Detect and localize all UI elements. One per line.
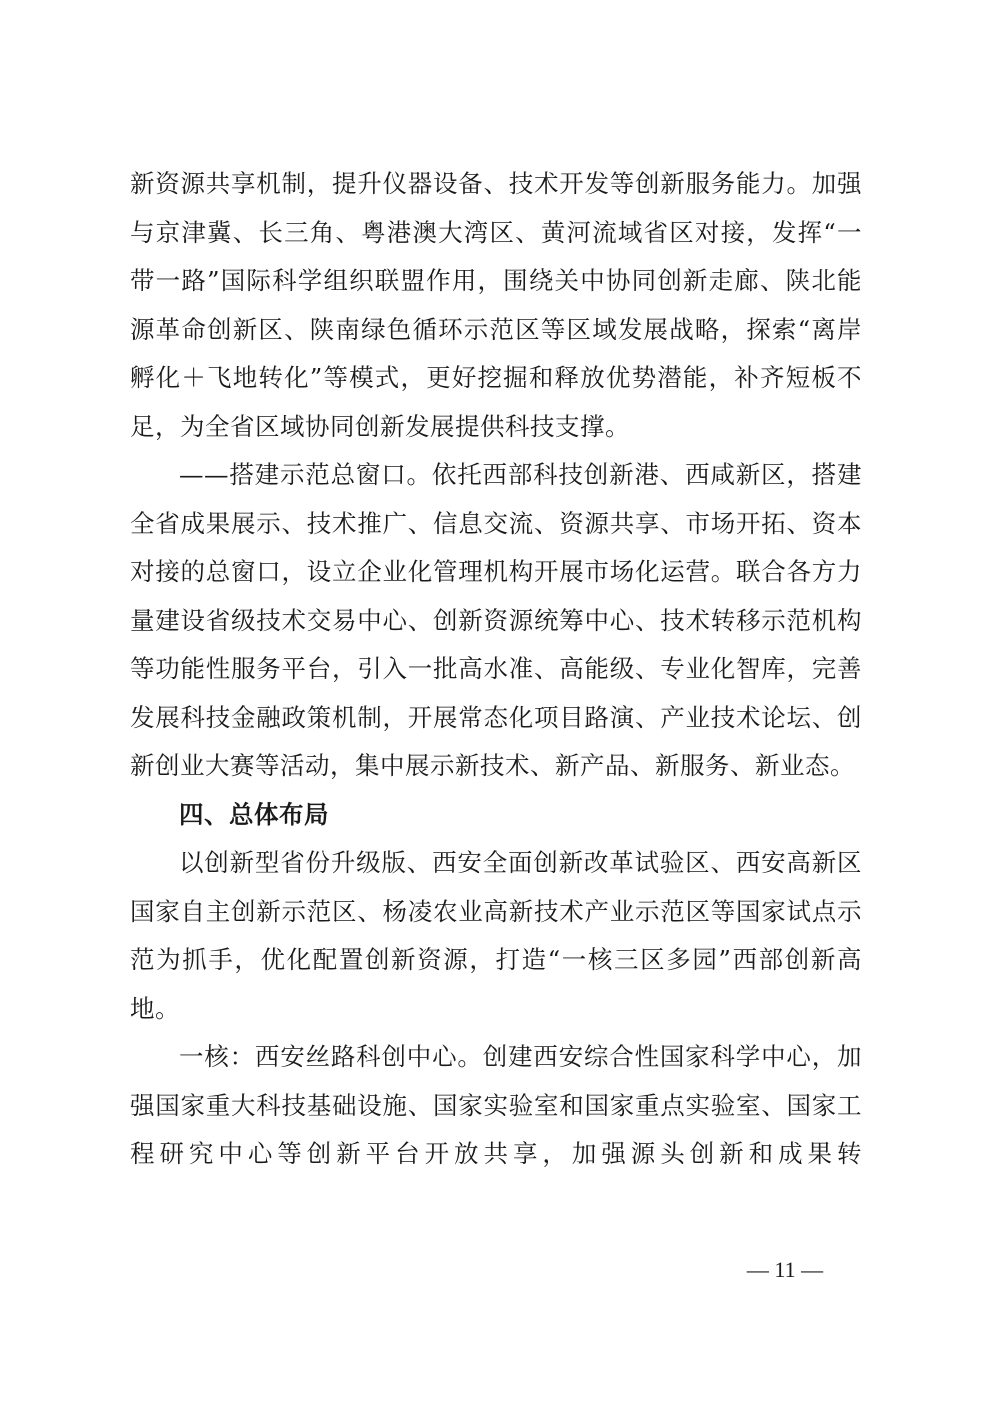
page-number: — 11 — [746, 1257, 824, 1282]
paragraph-resource-sharing: 新资源共享机制，提升仪器设备、技术开发等创新服务能力。加强与京津冀、长三角、粤港澳大湾区、黄河流域省区对接，发挥“一带一路”国际科学组织联盟作用，围绕关中协同创新走廊、陕北能源革命创新区、陕南绿色循环示范区等区域发展战略，探索“离岸孵化＋飞地转化”等模式，更好挖掘和释放优势潜能，补齐短板不足，为全省区域协同创新发展提供科技支撑。 [130, 169, 862, 441]
paragraph-demo-window: ——搭建示范总窗口。依托西部科技创新港、西咸新区，搭建全省成果展示、技术推广、信息交流、资源共享、市场开拓、资本对接的总窗口，设立企业化管理机构开展市场化运营。联合各方力量建设省级技术交易中心、创新资源统筹中心、技术转移示范机构等功能性服务平台，引入一批高水准、高能级、专业化智库，完善发展科技金融政策机制，开展常态化项目路演、产业技术论坛、创新创业大赛等活动，集中展示新技术、新产品、新服务、新业态。 [130, 460, 862, 780]
document-body [130, 160, 862, 1179]
paragraph-innovation-highland: 以创新型省份升级版、西安全面创新改革试验区、西安高新区国家自主创新示范区、杨凌农业高新技术产业示范区等国家试点示范为抓手，优化配置创新资源，打造“一核三区多园”西部创新高地。 [130, 848, 862, 1023]
paragraph-one-core: 一核：西安丝路科创中心。创建西安综合性国家科学中心，加强国家重大科技基础设施、国家实验室和国家重点实验室、国家工程研究中心等创新平台开放共享，加强源头创新和成果转 [130, 1042, 862, 1168]
section-heading-overall-layout: 四、总体布局 [179, 799, 329, 829]
